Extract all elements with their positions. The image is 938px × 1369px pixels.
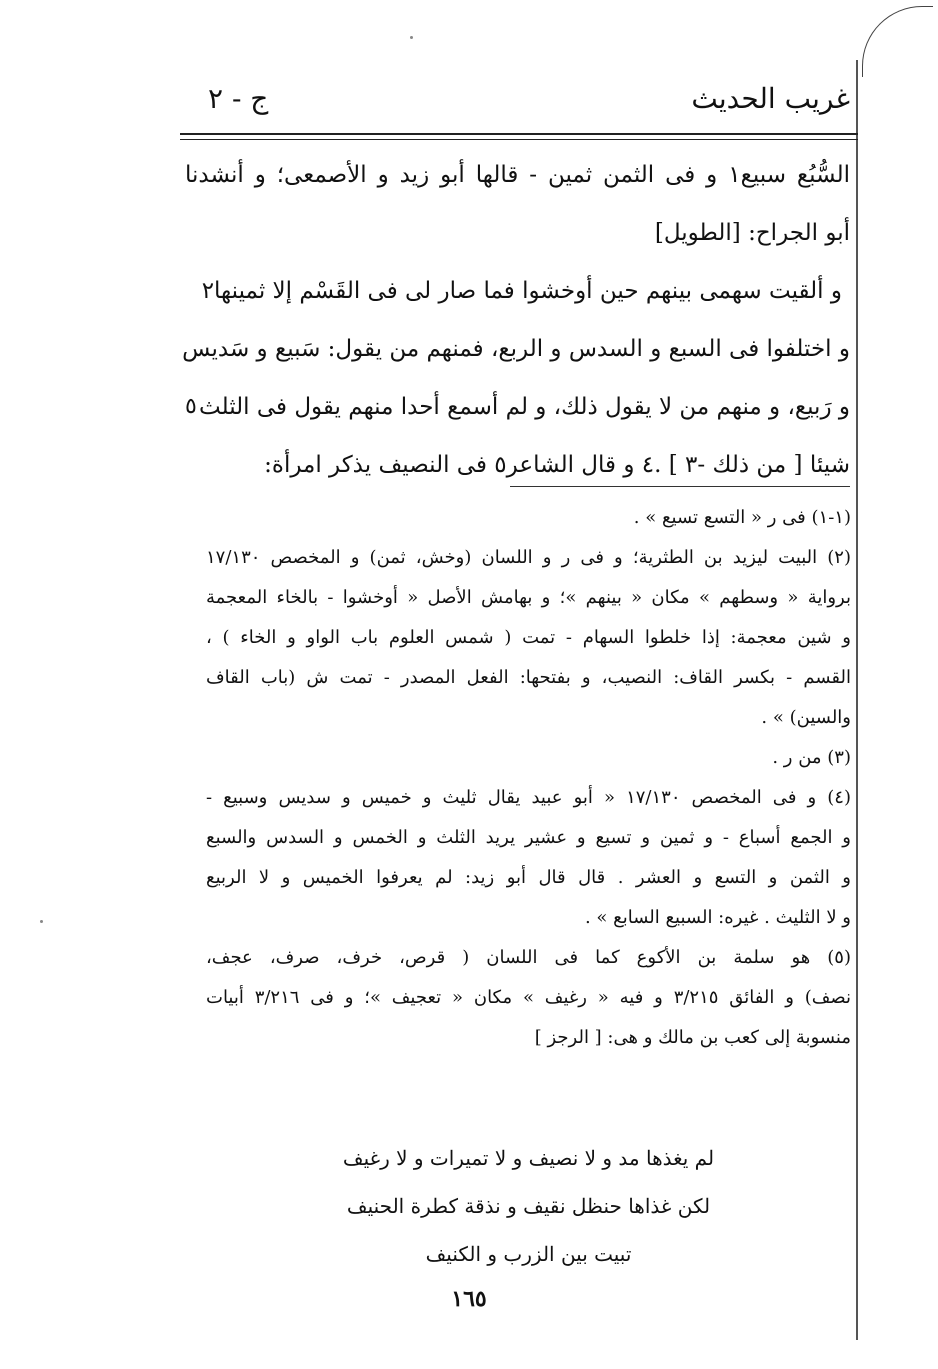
poem-line: لم يغذها مد و لا نصيف و لا تميرات و لا رغيف: [342, 1146, 715, 1170]
paper-speck: [410, 36, 413, 39]
verse-line: [185, 262, 850, 320]
poem-line: تبيت بين الزرب و الكنيف: [425, 1242, 632, 1266]
header-title: غريب الحديث: [691, 82, 850, 115]
header-volume: ج - ٢: [208, 82, 269, 115]
line-number: ٥: [185, 394, 197, 419]
main-line-text: و رَبيع، و منهم من لا يقول ذلك، و لم أسمع أحدا منهم يقول فى الثلث: [199, 394, 850, 420]
footnote-line: و شين معجمة: إذا خلطوا السهام - تمت ( شمس العلوم باب الواو و الخاء ) ،: [206, 627, 851, 648]
page-edge-line: [856, 60, 858, 1340]
footnote-line: القسم - بكسر القاف: النصيب، و بفتحها: الفعل المصدر - تمت ش (باب القاف: [206, 667, 851, 688]
footnote-line: نصف) و الفائق ٣/٢١٥ و فيه « رغيف » مكان « تعجيف »؛ و فى ٣/٢١٦ أبيات: [206, 987, 851, 1008]
poem-line: لكن غذاها حنظل نقيف و نذقة كطرة الحنيف: [346, 1194, 711, 1218]
main-line-text: و ألقيت سهمى بينهم حين أوخشوا فما صار لى فى القَسْم إلا ثمينها٢: [201, 278, 842, 304]
page-edge-curve: [862, 6, 933, 77]
footnote-line: منسوبة إلى كعب بن مالك و هى: [ الرجز ]: [534, 1027, 851, 1048]
main-line-text: شيئا [ من ذلك -٣ ] .٤ و قال الشاعر٥ فى النصيف يذكر امرأة:: [264, 452, 850, 478]
footnote-rule: [510, 486, 850, 487]
footnote-line: و الجمع أسباع - و ثمين و تسيع و عشير يريد الثلث و الخمس و السدس والسبع: [206, 827, 851, 848]
main-line: [185, 146, 850, 204]
footnote-poem: [206, 1134, 851, 1278]
main-line-text: و اختلفوا فى السبع و السدس و الربع، فمنهم من يقول: سَبيع و سَديس: [182, 336, 850, 362]
footnote-line: (٢) البيت ليزيد بن الطثرية؛ و فى ر و اللسان (وخش، ثمن) و المخصص ١٧/١٣٠: [206, 547, 851, 568]
main-text: [182, 146, 850, 494]
footnote-line: و لا الثليث . غيره: السبيع السابع » .: [584, 907, 851, 928]
main-line: [185, 204, 850, 262]
footnote-line: والسين) » .: [761, 707, 851, 728]
main-line-text: السُّبُع سبيع١ و فى الثمن ثمين - قالها أبو زيد و الأصمعى؛ و أنشدنا: [185, 162, 850, 188]
main-line: [185, 378, 850, 436]
header-rule: [180, 133, 858, 135]
footnote-line: (١-١) فى ر « التسع تسيع » .: [633, 507, 851, 528]
footnote-line: (٣) من ر .: [772, 747, 851, 768]
footnote-line: (٥) هو سلمة بن الأكوع كما فى اللسان ( قرص، خرف، صرف، عجف،: [206, 947, 851, 968]
footnote-line: و الثمن و التسع و العشر . قال قال أبو زيد: لم يعرفوا الخميس و لا الربيع: [206, 867, 851, 888]
footnote-line: (٤) و فى المخصص ١٧/١٣٠ « أبو عبيد يقال ثليث و خميس و سديس وسبيع -: [206, 787, 851, 808]
main-line-text: أبو الجراح: [الطويل]: [654, 220, 850, 246]
paper-speck: [40, 920, 43, 923]
page-number: ١٦٥: [451, 1286, 487, 1312]
header-rule-thin: [180, 139, 858, 140]
main-line: [182, 320, 850, 378]
footnotes: [206, 498, 851, 1058]
running-header: [190, 82, 850, 126]
footnote-line: برواية « وسطهم » مكان « بينهم »؛ و بهامش الأصل « أوخشوا - بالخاء المعجمة: [206, 587, 851, 608]
